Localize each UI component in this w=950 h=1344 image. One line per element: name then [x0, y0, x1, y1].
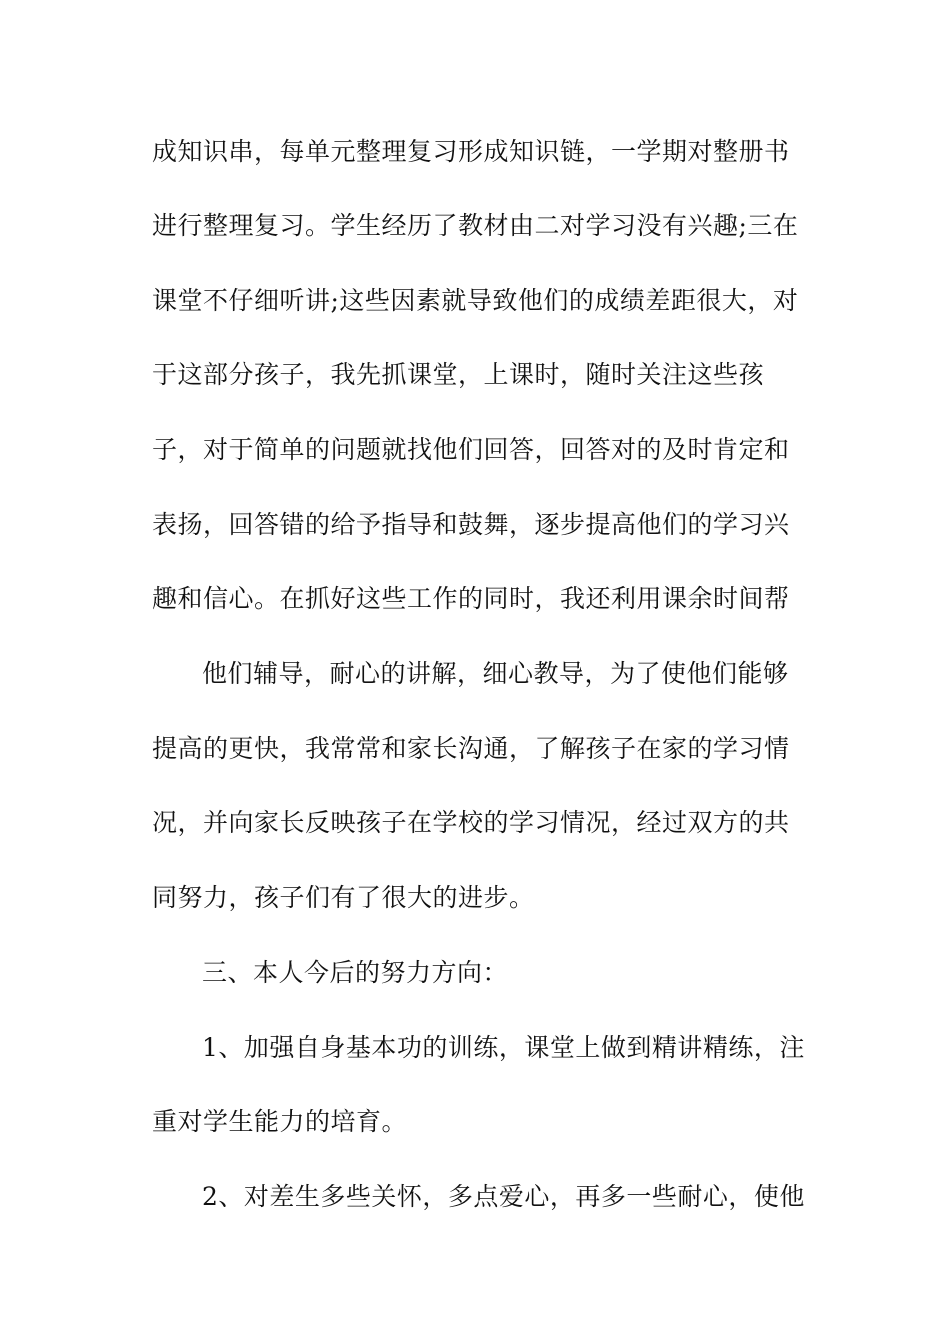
text-line: 子，对于简单的问题就找他们回答，回答对的及时肯定和 [152, 435, 790, 464]
list-item: 1、加强自身基本功的训练，课堂上做到精讲精练，注 [202, 1033, 805, 1062]
text-line: 进行整理复习。学生经历了教材由二对学习没有兴趣;三在 [152, 211, 799, 240]
text-line: 同努力，孩子们有了很大的进步。 [152, 883, 535, 912]
text-line: 重对学生能力的培育。 [152, 1107, 408, 1136]
text-line: 课堂不仔细听讲;这些因素就导致他们的成绩差距很大，对 [152, 286, 799, 315]
text-line: 成知识串，每单元整理复习形成知识链，一学期对整册书 [152, 137, 790, 166]
text-line: 况，并向家长反映孩子在学校的学习情况，经过双方的共 [152, 808, 790, 837]
text-line: 提高的更快，我常常和家长沟通，了解孩子在家的学习情 [152, 734, 790, 763]
text-line: 于这部分孩子，我先抓课堂，上课时，随时关注这些孩 [152, 360, 765, 389]
text-line: 表扬，回答错的给予指导和鼓舞，逐步提高他们的学习兴 [152, 510, 790, 539]
text-line: 趣和信心。在抓好这些工作的同时，我还利用课余时间帮 [152, 584, 790, 613]
section-heading: 三、本人今后的努力方向： [202, 958, 509, 987]
text-line: 他们辅导，耐心的讲解，细心教导，为了使他们能够 [202, 659, 789, 688]
list-item: 2、对差生多些关怀，多点爱心，再多一些耐心，使他 [202, 1182, 805, 1211]
